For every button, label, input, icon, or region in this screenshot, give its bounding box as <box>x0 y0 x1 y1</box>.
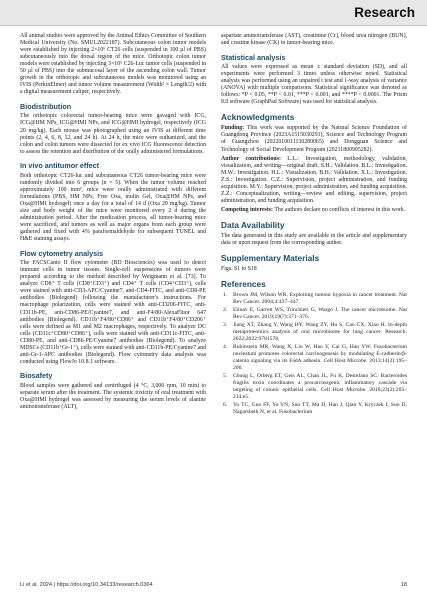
reference-item <box>221 322 407 343</box>
reference-text: Rubinstein MR, Wang X, Liu W, Hao Y, Cai G, Han YW. Fusobacterium nucleatum promotes colorectal carcinogenesis by modulating E-cadherin/β-catenin signaling via its FadA adhesin. Cell Host Microbe. 2013;14(2):195–206. <box>233 344 407 372</box>
supplementary-materials-text: Figs. S1 to S18 <box>221 266 257 273</box>
statistical-analysis-heading: Statistical analysis <box>221 52 286 62</box>
author-contributions-paragraph <box>221 156 407 205</box>
right-column <box>221 33 407 417</box>
biodistribution-heading: Biodistribution <box>20 101 72 111</box>
references-heading: References <box>221 279 266 290</box>
in-vivo-paragraph: Both orthotopic CT26-luc and subcutaneous CT26 tumor-bearing mice were randomly divided into 6 groups (n = 5). When the tumor volume reached approximately 100 mm³, mice were orally administrated with different formulations (PBS, HM NPs, Free Oxa, inulin Gel, Oxa@HM NPs, and Oxa@HMI hydrogel) once a day for a total of 14 d (Oxa 20 mg/kg). Tumor size and body weight of the mice were monitored every 2 d during the administration period. After the medication process, all tumor-bearing mice were sacrificed, and tumors as well as major organs from each group were gathered and fixed with 4% paraformaldehyde for subsequent TUNEL and H&E staining assays. <box>20 172 206 243</box>
reference-item <box>221 292 407 306</box>
funding-text: This work was supported by the Natural Science Foundation of Guangdong Province (2023A1515030291), Science and Technology Program of Guangzhou (2022010011130280065) and Dongguan Science and Technology of Social Development Program (20211800905282). <box>221 125 407 153</box>
reference-text: Brown JM, Wilson WR. Exploiting tumour hypoxia in cancer treatment. Nat Rev Cancer. 2004;4:437–447. <box>233 292 407 305</box>
biosafety-heading: Biosafety <box>20 371 53 381</box>
reference-number: 4. <box>223 344 228 351</box>
reference-number: 3. <box>223 322 228 329</box>
competing-interests-paragraph <box>221 207 407 214</box>
biosafety-paragraph: Blood samples were gathered and centrifuged (4 °C, 3,000 rpm, 10 min) to separate serum after the treatment. The systemic toxicity of oral treatment with Oxa@HMI hydrogel was assessed by measuring the serum levels of alanine aminotransferase (ALT), <box>20 382 206 411</box>
reference-text: Chung L, Orberg ET, Geis AL, Chan JL, Fu K, Destefano SC. Bacteroides fragilis toxin coordinates a procarcinogenic inflammatory cascade via targeting of colonic epithelial cells. Cell Host Microbe. 2018;23(2):203–214.e5. <box>233 373 407 400</box>
statistical-analysis-paragraph: All values were expressed as mean ± standard deviation (SD), and all experiments were performed 3 times unless otherwise noted. Statistical analysis was performed using an unpaired t test and 1-way analysis of variance (ANOVA) with multiple comparisons. Statistical significance was denoted as follows: *P < 0.05, **P < 0.01, ***P < 0.001, and ****P < 0.0001. The Prism 8.0 software (GraphPad Software) was used for statistical analysis. <box>221 64 407 106</box>
reference-number: 5. <box>223 373 228 380</box>
reference-number: 6. <box>223 402 228 409</box>
flow-cytometry-heading: Flow cytometry analysis <box>20 248 104 258</box>
journal-header-bar <box>0 0 427 26</box>
in-vivo-heading: In vivo antitumor effect <box>20 161 100 171</box>
journal-name: Research <box>354 5 415 20</box>
page-footer <box>20 582 407 592</box>
reference-item <box>221 402 407 416</box>
data-availability-paragraph: The data generated in this study are available in the article and supplementary data or upon request from the corresponding author. <box>221 232 407 246</box>
left-column <box>20 33 206 413</box>
continued-paragraph: aspartate aminotransferase (AST), creatinine (Cr), blood urea nitrogen (BUN), and creatine kinase (CK) in tumor-bearing mice. <box>221 33 407 47</box>
data-availability-heading: Data Availability <box>221 219 285 230</box>
reference-text: Jiang XT, Zhang Y, Wang HY, Wang ZY, Hu S, Cao CX, Xiao H. In-depth metaproteomics analysis of oral microbiome for lung cancer. Research. 2022;2022:9781578. <box>233 322 407 343</box>
page-number: 18 <box>400 582 407 588</box>
footer-citation: Li et al. 2024 | https://doi.org/10.34133/research.0364 <box>20 582 153 588</box>
competing-interests-text: The authors declare no conflicts of interest in this work. <box>273 206 406 213</box>
reference-text: Yu TC, Guo FF, Yu YN, Sun TT, Ma D, Han J, Qian Y, Kryczek I, Sun D, Nagarsheth N, et al. Fusobacterium <box>233 402 407 416</box>
reference-list <box>221 292 407 416</box>
supplementary-materials-heading: Supplementary Materials <box>221 253 320 264</box>
author-contributions-label: Author contributions: <box>221 155 281 162</box>
reference-number: 2. <box>223 307 228 314</box>
reference-item <box>221 373 407 401</box>
intro-paragraph: All animal studies were approved by the Animal Ethics Committee of Southern Medical University (No. SMUL2022187). Subcutaneous colon tumor models were established by injecting 2×10⁶ CT26 cells (suspended in 100 μl of PBS) subcutaneously into the dorsal region of the mice. Orthotopic colon tumor models were established by injecting 3×10⁶ C26-Luc tumor cells (suspended in 50 μl of PBS) into the submucosal layer of the ascending colon wall. Tumor growth in the orthotopic and subcutaneous models was monitored using an IVIS (PerkinElmer) and tumor volume measurement (Width² × Length/2) with a digital measurement caliper, respectively. <box>20 33 206 96</box>
author-contributions-text: L.L.: Investigation, methodology, validation, visualization, and writing—original draft. S.H.: Validation. B.L.: Investigation. M.W.: Investigation. H.L.: Visualization. B.H.: Validation. X.L.: Investigation. Z.S.: Investigation. C.Z.: Supervision, project administration, and funding acquisition. M.Y.: Supervision, project administration, and funding acquisition. Z.Z.: Conceptualization, writing—review and editing, supervision, project administration, and funding acquisition. <box>221 155 407 204</box>
reference-item <box>221 307 407 321</box>
reference-item <box>221 344 407 372</box>
flow-cytometry-paragraph: The FACSCanto II flow cytometer (BD Biosciences) was used to detect immune cells in tumor tissues. Single-cell suspensions of tumors were prepared according to the method described by Weigmann et al. [73]. To analyze CD8⁺ T cells (CD8⁺CD3⁺) and CD4⁺ T cells (CD4⁺CD3⁺), cells were stained with anti-CD3-APC/Cyanine7, anti-CD4-FITC, and anti-CD8-PE antibodies (Biolegend) following the manufacturer's instructions. For macrophage polarization, cells were stained with anti-CD206-FITC, anti-CD11b-PE, anti-CD86-PE/Cyanine7, and anti-F4/80-AlexaFluor 647 antibodies (Biolegend). CD11b⁺F4/80⁺CD86⁺ and CD11b⁺F4/80⁺CD206⁺ cells were defined as M1 and M2 macrophages, respectively. To analyze DC cells (CD11c⁺CD80⁺CD86⁺), cells were stained with anti-CD11c-FITC, anti-CD80-PE, and anti-CD86-PE/Cyanine7 antibodies (Biolegend). To analyze MDSCs (CD11b⁺Gr-1⁺), cells were stained with anti-CD11b-PE/Cyanine7 and anti-Gr-1-APC antibodies (Biolegend). Flow cytometry data analysis was conducted using FlowJo 10.8.1 software. <box>20 260 206 365</box>
reference-number: 1. <box>223 292 228 299</box>
competing-interests-label: Competing interests: <box>221 206 273 213</box>
acknowledgments-heading: Acknowledgments <box>221 112 295 123</box>
reference-text: Elinav E, Garrett WS, Trinchieri G, Wargo J. The cancer microbiome. Nat Rev Cancer. 2019;19(7):371–376. <box>233 307 407 321</box>
biodistribution-paragraph: The orthotopic colorectal tumor-bearing mice were gavaged with ICG, ICG@HM NPs, ICG@HMI NPs, and ICG@HMI hydrogel, respectively (ICG 20 mg/kg). Each mouse was photographed using an IVIS at different time points (2, 4, 6, 8, 12, and 24 h). At 24 h, the mice were euthanized, and the colon and colon tumors were dissected for ex vivo ICG fluorescence detection to assess the retention and distribution of the orally administered formulations. <box>20 113 206 155</box>
funding-label: Funding: <box>221 125 245 132</box>
funding-paragraph <box>221 125 407 153</box>
